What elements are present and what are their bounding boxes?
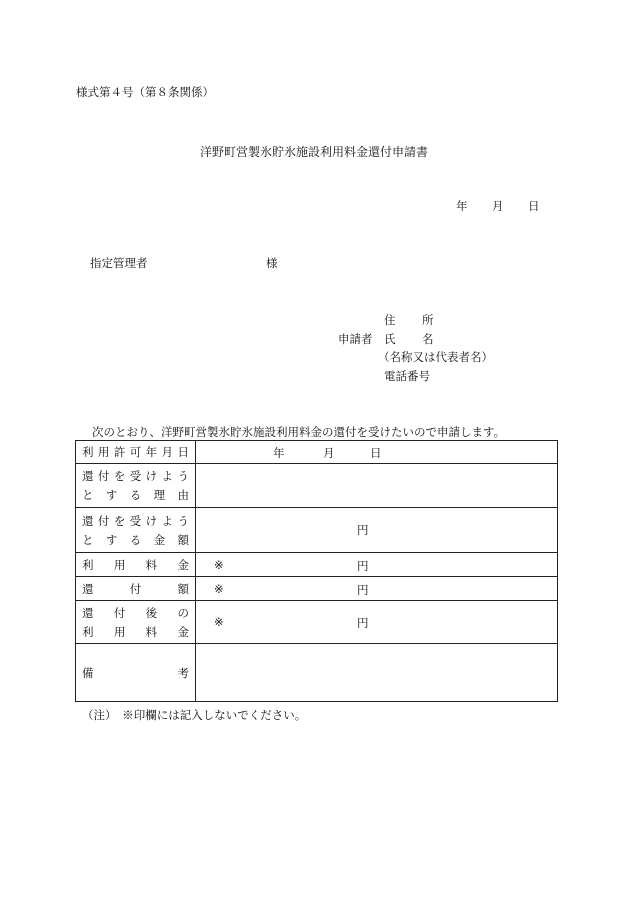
row-permit-date bbox=[76, 441, 558, 464]
remarks-label: 備 考 bbox=[82, 665, 189, 680]
fee-yen-unit: 円 bbox=[357, 559, 369, 573]
fee-mark: ※ bbox=[214, 558, 224, 572]
remarks-value-cell[interactable] bbox=[196, 644, 558, 702]
address-label-b: 所 bbox=[422, 313, 434, 327]
refund-yen-unit: 円 bbox=[357, 583, 369, 597]
permit-date-value-cell[interactable] bbox=[196, 441, 558, 464]
remarks-label-cell bbox=[76, 644, 196, 702]
date-year-label: 年 bbox=[456, 199, 468, 213]
after-label-line1: 還 付 後 の bbox=[82, 605, 189, 620]
after-label-line2: 利 用 料 金 bbox=[82, 624, 189, 639]
permit-year-label: 年 bbox=[273, 446, 285, 460]
row-reason bbox=[76, 464, 558, 508]
amount-label-cell bbox=[76, 508, 196, 553]
name-label-a: 氏 bbox=[384, 332, 396, 346]
permit-date-label: 利 用 許 可 年 月 日 bbox=[82, 445, 189, 459]
name-label-b: 名 bbox=[422, 332, 434, 346]
amount-label-line1: 還 付 を 受 け よ う bbox=[82, 513, 189, 528]
name-note: （名称又は代表者名） bbox=[378, 350, 493, 364]
permit-month-label: 月 bbox=[323, 446, 335, 460]
permit-day-label: 日 bbox=[370, 446, 382, 460]
amount-yen-unit: 円 bbox=[357, 523, 369, 537]
row-fee bbox=[76, 553, 558, 577]
after-label-cell bbox=[76, 601, 196, 644]
addressee-honorific: 様 bbox=[266, 256, 278, 270]
reason-label-line1: 還 付 を 受 け よ う bbox=[82, 469, 189, 483]
row-remarks bbox=[76, 644, 558, 702]
footnote: （注） ※印欄には記入しないでください。 bbox=[82, 708, 307, 722]
after-mark: ※ bbox=[214, 615, 224, 629]
reason-label-cell bbox=[76, 464, 196, 508]
phone-label: 電話番号 bbox=[384, 369, 430, 383]
fee-label-cell bbox=[76, 553, 196, 577]
reason-label-line2: と す る 理 由 bbox=[82, 488, 189, 502]
fee-label: 利 用 料 金 bbox=[82, 557, 189, 572]
row-after bbox=[76, 601, 558, 644]
amount-label-line2: と す る 金 額 bbox=[82, 532, 189, 547]
row-amount bbox=[76, 508, 558, 553]
permit-date-label-cell bbox=[76, 441, 196, 464]
refund-label-cell bbox=[76, 577, 196, 601]
amount-value-cell[interactable] bbox=[196, 508, 558, 553]
addressee-label: 指定管理者 bbox=[90, 256, 148, 270]
row-refund bbox=[76, 577, 558, 601]
refund-label: 還 付 額 bbox=[82, 581, 189, 596]
after-value-cell bbox=[196, 601, 558, 644]
applicant-label: 申請者 bbox=[338, 332, 373, 346]
refund-value-cell bbox=[196, 577, 558, 601]
intro-text: 次のとおり、洋野町営製氷貯氷施設利用料金の還付を受けたいので申請します。 bbox=[92, 425, 506, 439]
form-number: 様式第４号（第８条関係） bbox=[76, 85, 214, 99]
application-table bbox=[75, 440, 558, 702]
address-label-a: 住 bbox=[384, 313, 396, 327]
refund-mark: ※ bbox=[214, 582, 224, 596]
date-day-label: 日 bbox=[528, 199, 540, 213]
document-title: 洋野町営製氷貯氷施設利用料金還付申請書 bbox=[200, 145, 429, 159]
date-month-label: 月 bbox=[492, 199, 504, 213]
reason-value-cell[interactable] bbox=[196, 464, 558, 508]
after-yen-unit: 円 bbox=[357, 616, 369, 630]
fee-value-cell bbox=[196, 553, 558, 577]
